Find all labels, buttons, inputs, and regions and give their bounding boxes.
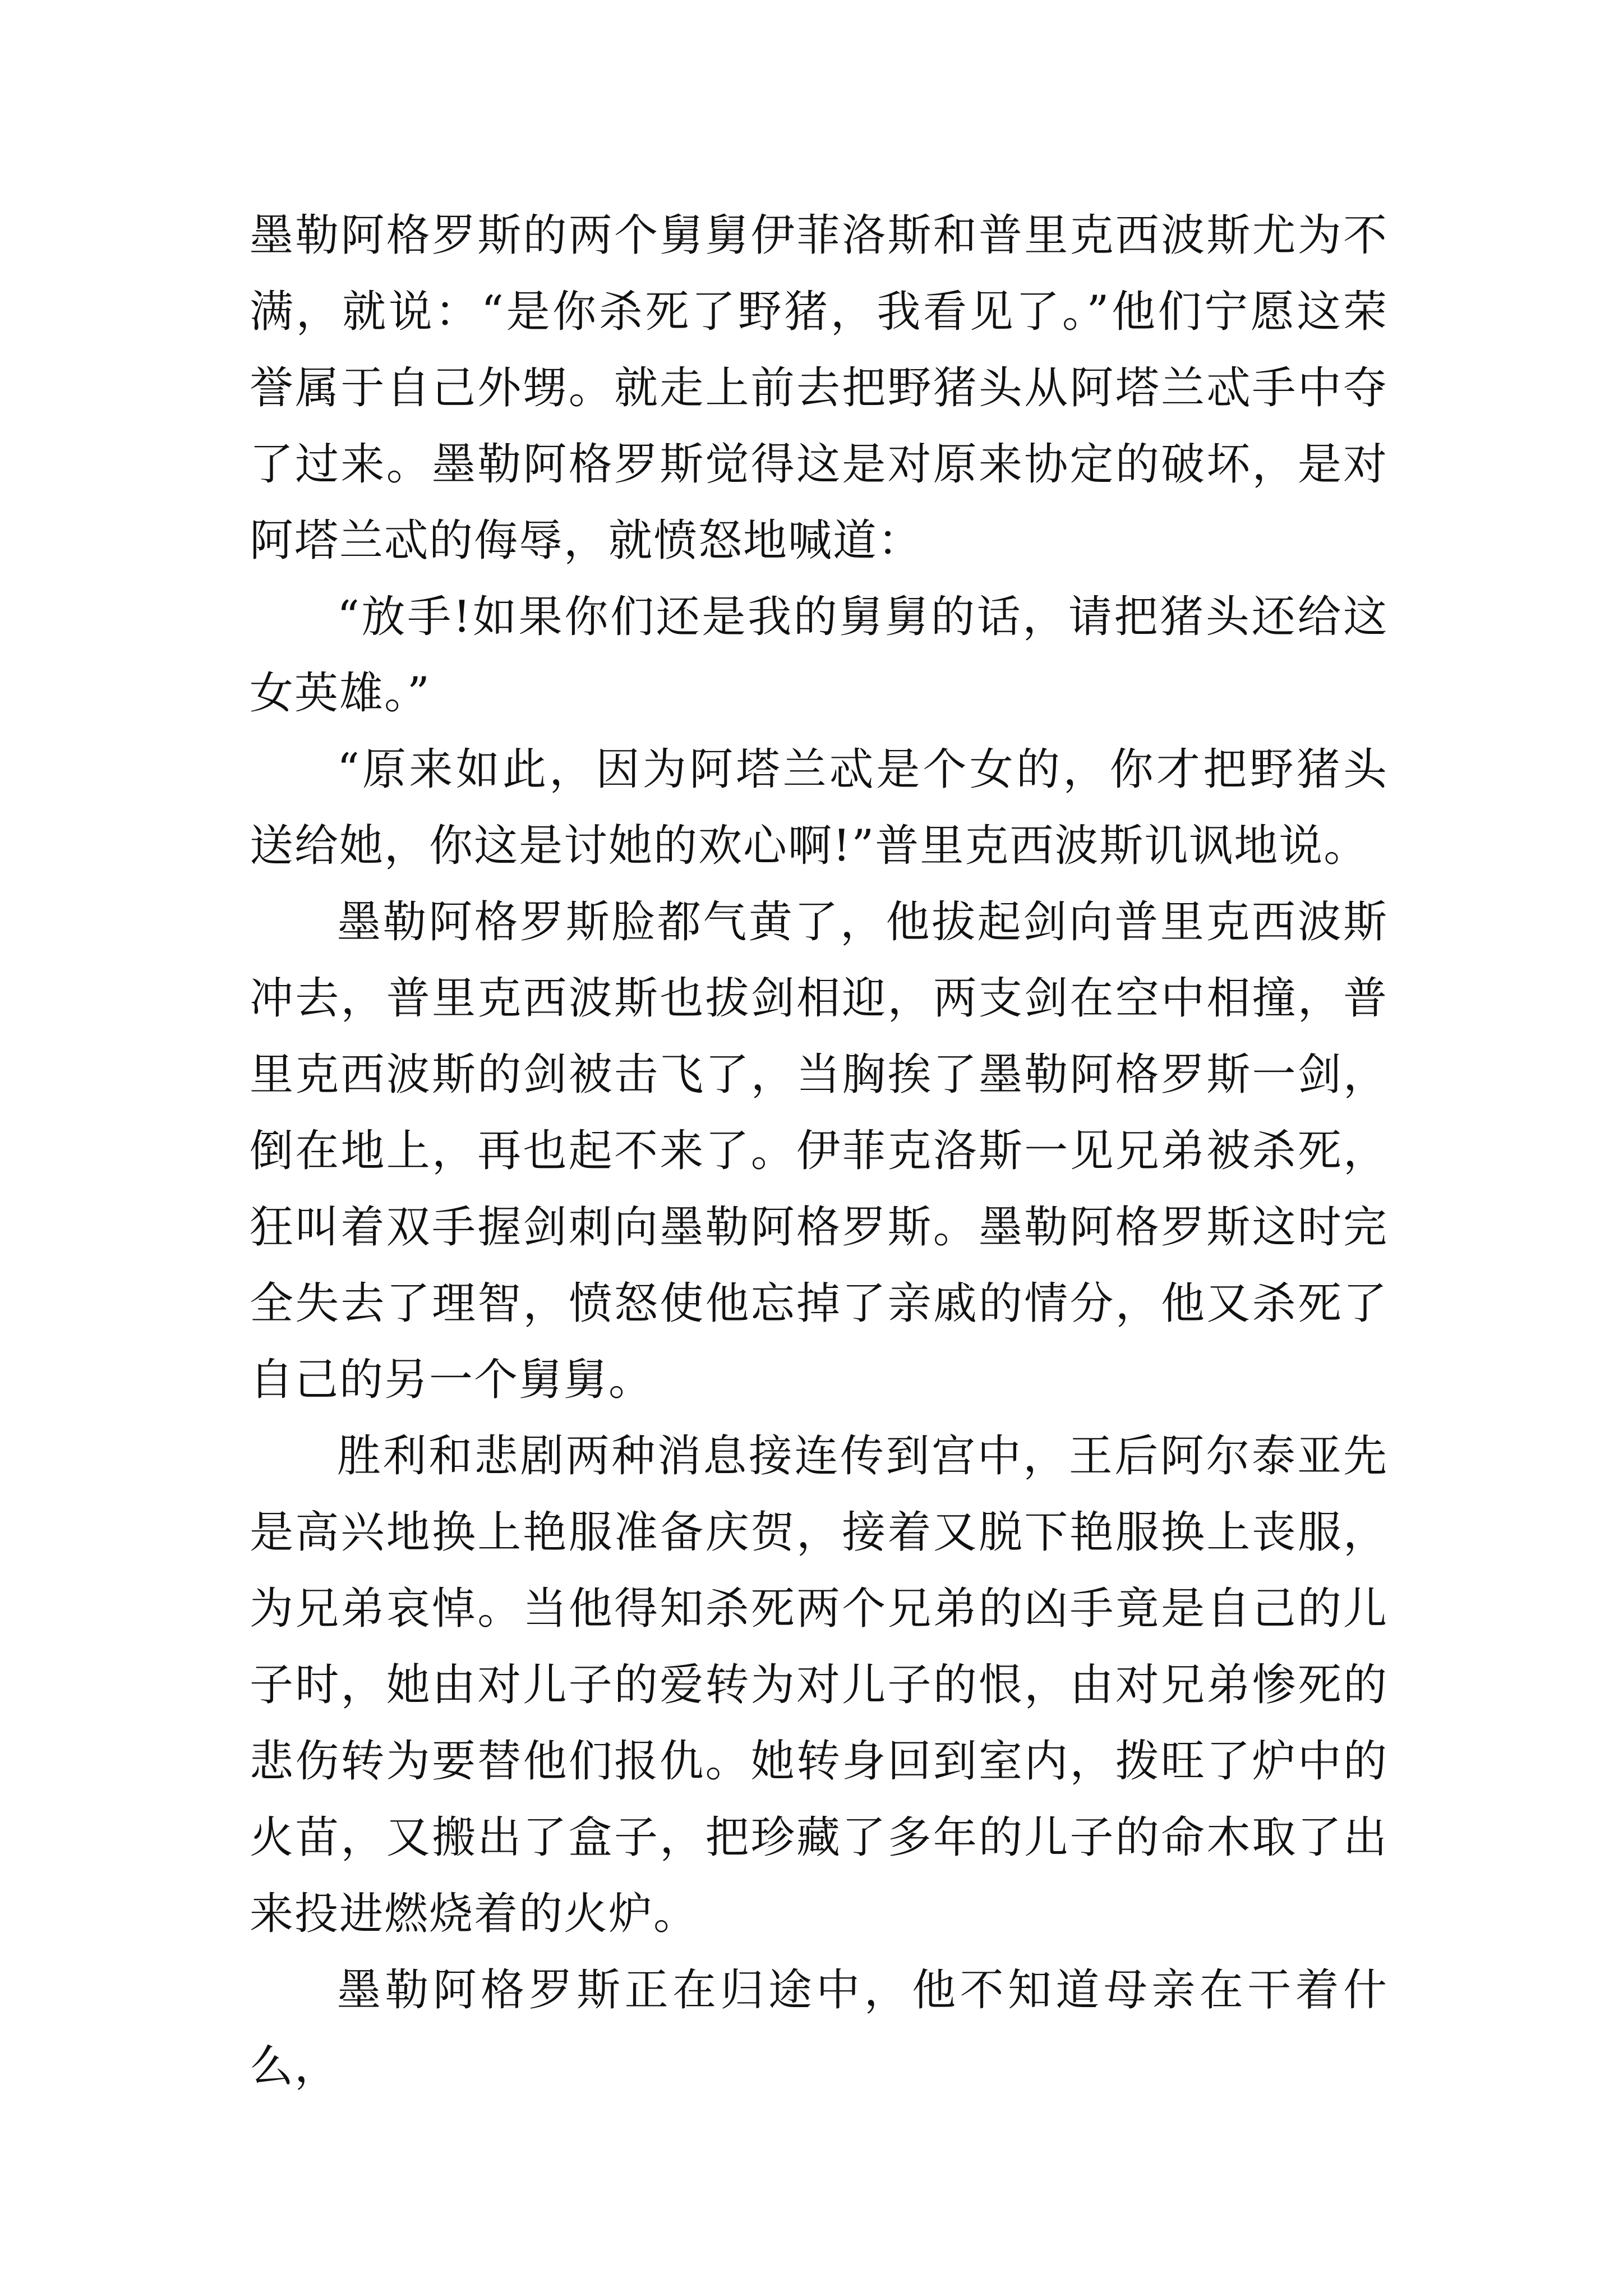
paragraph-4: 墨勒阿格罗斯脸都气黄了，他拔起剑向普里克西波斯冲去，普里克西波斯也拔剑相迎，两支剑在空中相撞，普里克西波斯的剑被击飞了，当胸挨了墨勒阿格罗斯一剑，倒在地上，再也起不来了。伊菲克洛斯一见兄弟被杀死，狂叫着双手握剑刺向墨勒阿格罗斯。墨勒阿格罗斯这时完全失去了理智，愤怒使他忘掉了亲戚的情分，他又杀死了自己的另一个舅舅。: [250, 897, 1388, 1405]
paragraph-6: 墨勒阿格罗斯正在归途中，他不知道母亲在干着什么，: [250, 1965, 1388, 2092]
paragraph-5: 胜利和悲剧两种消息接连传到宫中，王后阿尔泰亚先是高兴地换上艳服准备庆贺，接着又脱下艳服换上丧服，为兄弟哀悼。当他得知杀死两个兄弟的凶手竟是自己的儿子时，她由对儿子的爱转为对儿子的恨，由对兄弟惨死的悲伤转为要替他们报仇。她转身回到室内，拨旺了炉中的火苗，又搬出了盒子，把珍藏了多年的儿子的命木取了出来投进燃烧着的火炉。: [250, 1431, 1388, 1939]
body-text: [250, 197, 1388, 2105]
paragraph-1: 墨勒阿格罗斯的两个舅舅伊菲洛斯和普里克西波斯尤为不满，就说：“是你杀死了野猪，我看见了。”他们宁愿这荣誉属于自己外甥。就走上前去把野猪头从阿塔兰忒手中夺了过来。墨勒阿格罗斯觉得这是对原来协定的破坏，是对阿塔兰忒的侮辱，就愤怒地喊道：: [250, 210, 1388, 566]
paragraph-3: “原来如此，因为阿塔兰忒是个女的，你才把野猪头送给她，你这是讨她的欢心啊!”普里克西波斯讥讽地说。: [250, 744, 1388, 871]
paragraph-2: “放手!如果你们还是我的舅舅的话，请把猪头还给这女英雄。”: [250, 592, 1388, 719]
